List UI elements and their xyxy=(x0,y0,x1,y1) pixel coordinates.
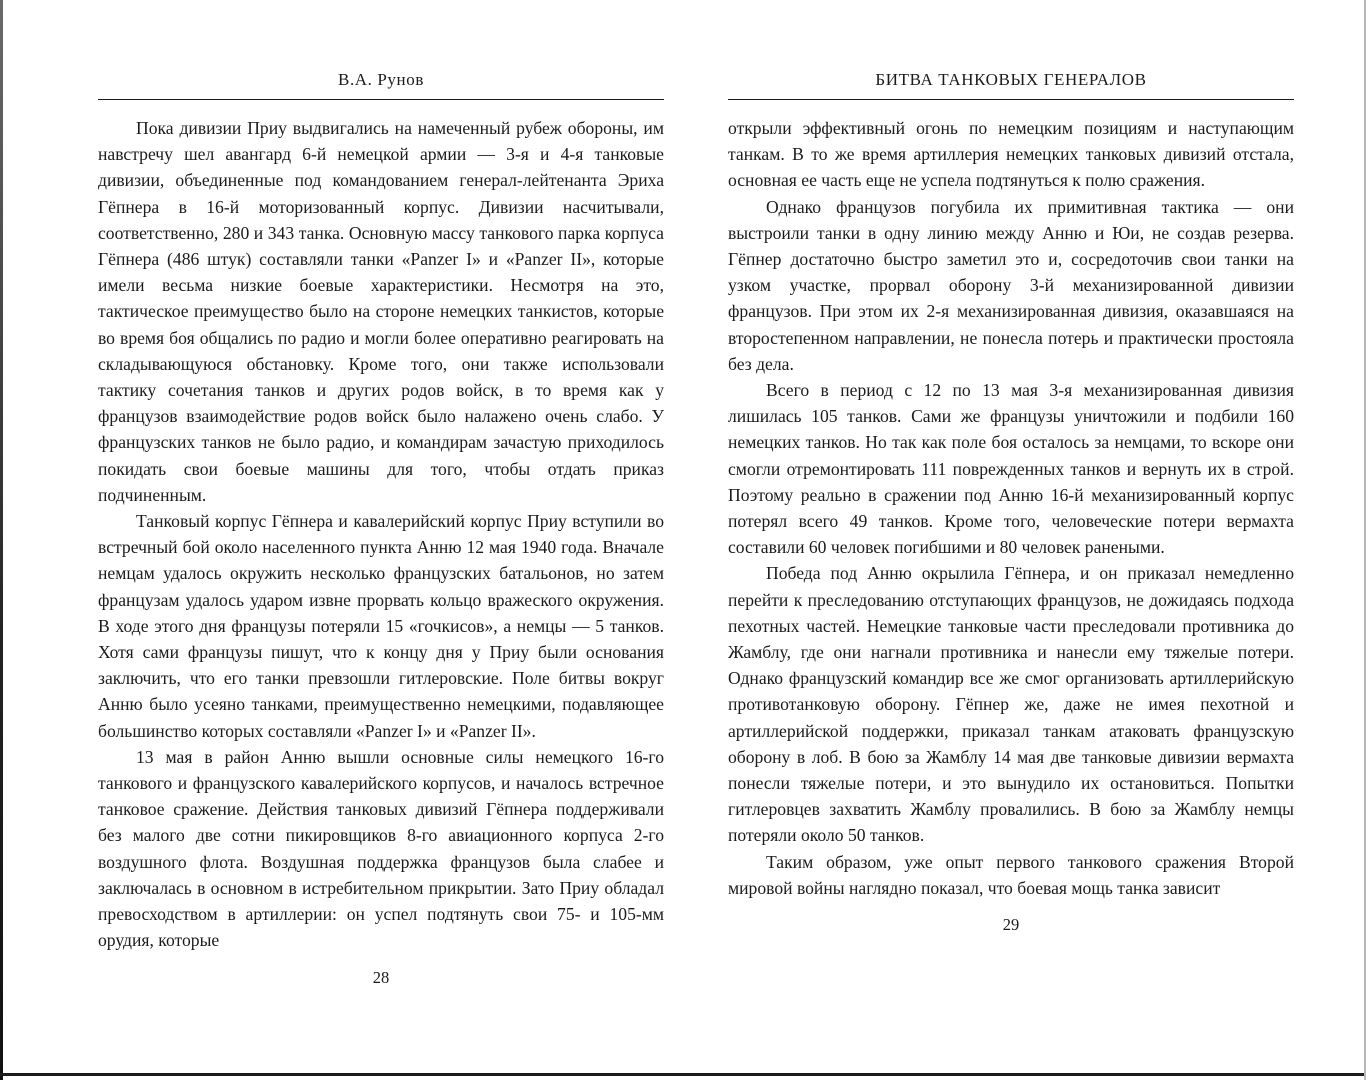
paragraph-continuation: открыли эффективный огонь по немецким позициям и наступающим танкам. В то же время артиллерия немецких танковых дивизий отстала, основная ее часть еще не успела подтянуться к полю сражения. xyxy=(728,118,1294,191)
paragraph: 13 мая в район Анню вышли основные силы немецкого 16-го танкового и французского кавалерийского корпусов, и началось встречное танковое сражение. Действия танковых дивизий Гёпнера поддерживали без малого две сотни пикировщиков 8-го авиационного корпуса 2-го воздушного флота. Воздушная поддержка французов была слабее и заключалась в основном в истребительном прикрытии. Зато Приу обладал превосходством в артиллерии: он успел подтянуть свои 75- и 105-мм орудия, которые xyxy=(98,746,664,951)
page-right xyxy=(728,70,1294,1080)
paragraph: Таким образом, уже опыт первого танкового сражения Второй мировой войны наглядно показал, что боевая мощь танка зависит xyxy=(728,851,1294,898)
paragraph: Пока дивизии Приу выдвигались на намеченный рубеж обороны, им навстречу шел авангард 6-й немецкой армии — 3-я и 4-я танковые дивизии, объединенные под командованием генерал-лейтенанта Эриха Гёпнера в 16-й моторизованный корпус. Дивизии насчитывали, соответственно, 280 и 343 танка. Основную массу танкового парка корпуса Гёпнера (486 штук) составляли танки «Panzer I» и «Panzer II», которые имели весьма низкие боевые характеристики. Несмотря на это, тактическое преимущество было на стороне немецких танкистов, которые во время боя общались по радио и могли более оперативно реагировать на складывающуюся обстановку. Кроме того, они также использовали тактику сочетания танков и других родов войск, в то время как у французов взаимодействие родов войск было налажено очень слабо. У французских танков не было радио, и командирам зачастую приходилось покидать свои боевые машины для того, чтобы отдать приказ подчиненным. xyxy=(98,118,664,505)
page-left-body xyxy=(98,115,664,954)
page-number-left: 28 xyxy=(372,967,390,987)
page-left xyxy=(98,70,664,1080)
scan-edge-left xyxy=(0,0,3,1080)
paragraph: Победа под Анню окрылила Гёпнера, и он приказал немедленно перейти к преследованию отступающих французов, не дожидаясь подхода пехотных частей. Немецкие танковые части преследовали противника до Жамблу, где они нагнали противника и нанесли ему тяжелые потери. Однако французский командир все же смог организовать артиллерийскую противотанковую оборону. Гёпнер же, даже не имея пехотной и артиллерийской поддержки, приказал танкам атаковать французскую оборону в лоб. В бою за Жамблу 14 мая две танковые дивизии вермахта понесли тяжелые потери, и это вынудило их остановиться. Попытки гитлеровцев захватить Жамблу провалились. В бою за Жамблу немцы потеряли около 50 танков. xyxy=(728,563,1294,846)
paragraph: Всего в период с 12 по 13 мая 3-я механизированная дивизия лишилась 105 танков. Сами же французы уничтожили и подбили 160 немецких танков. Но так как поле боя осталось за немцами, то вскоре они смогли отремонтировать 111 поврежденных танков и вернуть их в строй. Поэтому реально в сражении под Анню 16-й механизированный корпус потерял всего 49 танков. Кроме того, человеческие потери вермахта составили 60 человек погибшими и 80 человек ранеными. xyxy=(728,380,1294,558)
paragraph: Танковый корпус Гёпнера и кавалерийский корпус Приу вступили во встречный бой около населенного пункта Анню 12 мая 1940 года. Вначале немцам удалось окружить несколько французских батальонов, но затем французам удалось ударом извне прорвать кольцо вражеского окружения. В ходе этого дня французы потеряли 15 «гочкисов», а немцы — 5 танков. Хотя сами французы пишут, что к концу дня у Приу были основания заключить, что его танки превзошли гитлеровские. Поле битвы вокруг Анню было усеяно танками, преимущественно немецкими, подавляющее большинство которых составляли «Panzer I» и «Panzer II». xyxy=(98,511,664,741)
page-right-body xyxy=(728,115,1294,901)
running-head-title: БИТВА ТАНКОВЫХ ГЕНЕРАЛОВ xyxy=(728,70,1294,100)
paragraph: Однако французов погубила их примитивная тактика — они выстроили танки в одну линию между Анню и Юи, не создав резерва. Гёпнер достаточно быстро заметил это и, сосредоточив свои танки на узком участке, прорвал оборону 3-й механизированной дивизии французов. При этом их 2-я механизированная дивизия, оказавшаяся на второстепенном направлении, не понесла потерь и практически простояла без дела. xyxy=(728,196,1294,374)
running-head-author: В.А. Рунов xyxy=(98,70,664,100)
scan-edge-bottom xyxy=(0,1073,1366,1076)
page-number-right: 29 xyxy=(1002,915,1020,935)
